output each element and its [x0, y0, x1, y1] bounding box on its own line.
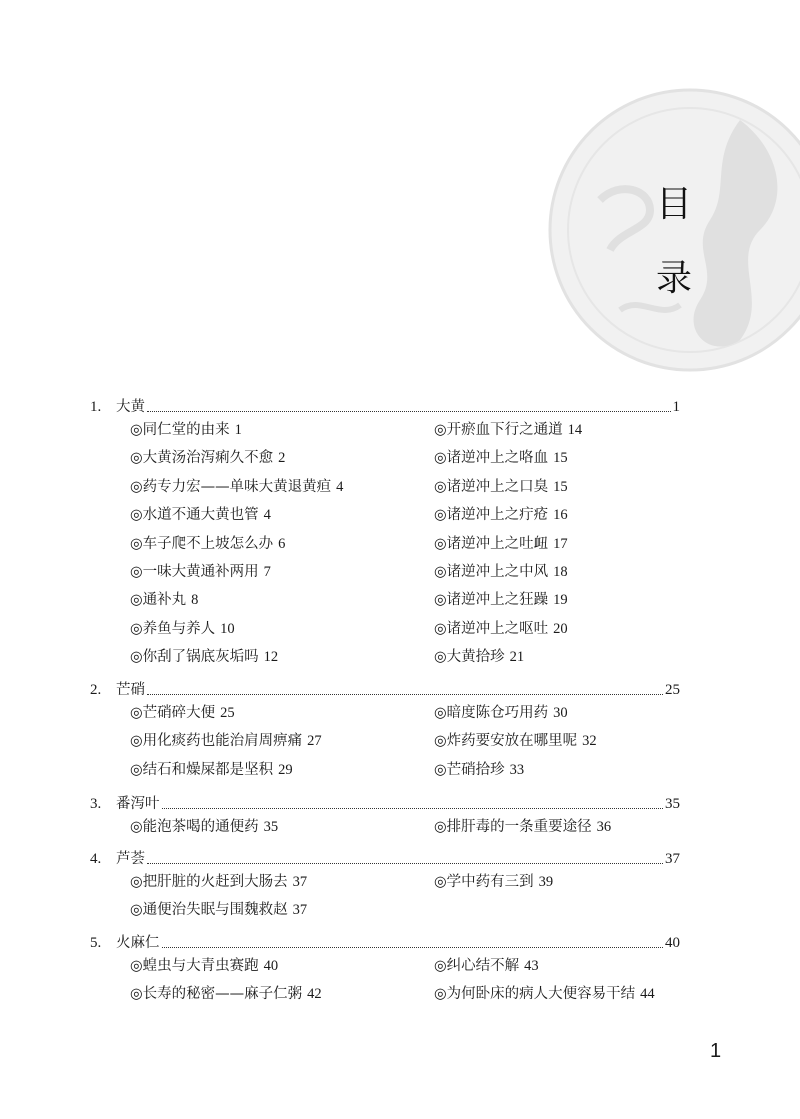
section-number: 3.	[90, 796, 102, 812]
entry-page: 19	[553, 592, 568, 609]
entry-page: 16	[553, 507, 568, 524]
entry-title: ◎诸逆冲上之咯血	[434, 450, 549, 467]
section-title: 番泻叶	[116, 796, 160, 812]
dot-leader	[162, 947, 664, 948]
entry-title: ◎学中药有三到	[434, 874, 534, 890]
entry-page: 17	[553, 535, 568, 552]
entry-title: ◎结石和燥屎都是坚积	[130, 761, 274, 778]
entry-title: ◎同仁堂的由来	[130, 422, 230, 438]
toc-entry[interactable]	[130, 615, 434, 643]
toc-entry[interactable]	[130, 699, 434, 727]
section-title: 大黄	[116, 399, 145, 415]
entry-page: 15	[553, 450, 568, 467]
toc-entry[interactable]	[434, 727, 680, 755]
entry-page: 32	[582, 733, 597, 750]
toc-entry[interactable]	[130, 530, 434, 558]
toc-section	[90, 396, 680, 672]
toc-entry[interactable]	[434, 980, 680, 1008]
toc-entry[interactable]	[130, 444, 434, 472]
section-title: 火麻仁	[116, 935, 160, 951]
toc-entry[interactable]	[130, 813, 434, 841]
dot-leader	[162, 808, 664, 809]
entry-title: ◎炸药要安放在哪里呢	[434, 733, 578, 750]
toc-entry[interactable]	[434, 699, 680, 727]
toc-entry[interactable]	[434, 615, 680, 643]
section-title: 芒硝	[116, 682, 145, 698]
entry-title: ◎一味大黄通补两用	[130, 563, 259, 580]
entry-title: ◎纠心结不解	[434, 958, 520, 974]
entry-page: 25	[220, 705, 235, 721]
entry-title: ◎诸逆冲上之狂躁	[434, 592, 549, 609]
entry-title: ◎大黄拾珍	[434, 649, 505, 666]
toc-entry[interactable]	[434, 530, 680, 558]
entry-page: 27	[307, 733, 322, 750]
toc-entry[interactable]	[130, 416, 434, 444]
toc-entry[interactable]	[130, 586, 434, 614]
entry-title: ◎你刮了锅底灰垢吗	[130, 649, 259, 666]
title-char-mu: 目	[656, 184, 693, 225]
toc-entry[interactable]	[434, 558, 680, 586]
toc-entry[interactable]	[434, 473, 680, 501]
toc-entry[interactable]	[434, 501, 680, 529]
entry-page: 29	[278, 761, 293, 778]
dot-leader	[147, 411, 671, 412]
toc-entry[interactable]	[434, 952, 680, 980]
toc-entry[interactable]	[130, 501, 434, 529]
section-title: 芦荟	[116, 851, 145, 867]
entry-page: 39	[538, 874, 554, 890]
toc-entry[interactable]	[130, 727, 434, 755]
section-page: 1	[672, 399, 680, 415]
entry-page: 4	[263, 507, 271, 524]
entry-page: 8	[191, 592, 199, 609]
dot-leader	[147, 863, 663, 864]
entry-title: ◎通便治失眠与围魏救赵	[130, 902, 288, 919]
entry-page: 14	[567, 422, 583, 438]
section-number: 4.	[90, 851, 102, 867]
section-page: 40	[665, 935, 680, 951]
entry-title: ◎水道不通大黄也管	[130, 507, 259, 524]
entry-title: ◎诸逆冲上之吐衄	[434, 535, 549, 552]
toc-entry[interactable]	[130, 558, 434, 586]
entry-page: 18	[553, 563, 568, 580]
entry-title: ◎大黄汤治泻痢久不愈	[130, 450, 274, 467]
entry-page: 10	[220, 620, 235, 637]
entry-title: ◎用化痰药也能治肩周痹痛	[130, 733, 303, 750]
entry-title: ◎蝗虫与大青虫赛跑	[130, 958, 259, 974]
entry-title: ◎养鱼与养人	[130, 620, 216, 637]
entry-page: 4	[336, 478, 344, 495]
toc-section-heading[interactable]	[90, 793, 680, 813]
entry-title: ◎为何卧床的病人大便容易干结	[434, 986, 636, 1003]
toc-entry[interactable]	[434, 444, 680, 472]
entry-page: 43	[524, 958, 539, 974]
entry-page: 30	[553, 705, 568, 721]
toc-entry[interactable]	[130, 868, 434, 896]
entry-page: 2	[278, 450, 286, 467]
entry-page: 7	[263, 563, 271, 580]
entry-title: ◎车子爬不上坡怎么办	[130, 535, 274, 552]
entry-title: ◎把肝脏的火赶到大肠去	[130, 874, 288, 890]
entry-page: 20	[553, 620, 568, 637]
entry-title: ◎诸逆冲上之疔疮	[434, 507, 549, 524]
entry-page: 21	[509, 649, 525, 666]
toc-entry[interactable]	[130, 896, 434, 924]
entry-title: ◎排肝毒的一条重要途径	[434, 819, 592, 835]
dragon-medallion-decoration	[540, 80, 800, 380]
toc-entry[interactable]	[434, 868, 680, 896]
entry-page: 37	[292, 874, 308, 890]
toc-section	[90, 679, 680, 784]
entry-title: ◎芒硝拾珍	[434, 761, 505, 778]
entry-page: 40	[263, 958, 279, 974]
toc-section-heading[interactable]	[90, 932, 680, 952]
entry-title: ◎通补丸	[130, 592, 187, 609]
entry-page: 6	[278, 535, 286, 552]
section-page: 35	[665, 796, 680, 812]
entry-page: 33	[509, 761, 525, 778]
section-page: 37	[665, 851, 680, 867]
title-char-lu: 录	[656, 258, 693, 299]
dot-leader	[147, 694, 663, 695]
toc-entry[interactable]	[130, 980, 434, 1008]
entry-title: ◎能泡茶喝的通便药	[130, 819, 259, 835]
entry-title: ◎开瘀血下行之通道	[434, 422, 563, 438]
entry-page: 36	[596, 819, 612, 835]
entry-title: ◎芒硝碎大便	[130, 705, 216, 721]
toc-entry[interactable]	[434, 813, 680, 841]
toc-section	[90, 848, 680, 925]
toc-entry[interactable]	[130, 756, 434, 784]
entry-page: 15	[553, 478, 568, 495]
section-page: 25	[665, 682, 680, 698]
toc-entry[interactable]	[130, 473, 434, 501]
entry-title: ◎诸逆冲上之中风	[434, 563, 549, 580]
entry-page: 37	[292, 902, 308, 919]
toc-section-heading[interactable]	[90, 396, 680, 416]
entry-title: ◎暗度陈仓巧用药	[434, 705, 549, 721]
section-number: 1.	[90, 399, 102, 415]
toc-section-heading[interactable]	[90, 848, 680, 868]
entry-title: ◎诸逆冲上之口臭	[434, 478, 549, 495]
toc-entry[interactable]	[434, 586, 680, 614]
entry-title: ◎药专力宏——单味大黄退黄疸	[130, 478, 332, 495]
toc-section-heading[interactable]	[90, 679, 680, 699]
entry-title: ◎长寿的秘密——麻子仁粥	[130, 986, 303, 1003]
toc-entry[interactable]	[434, 416, 680, 444]
toc-section	[90, 932, 680, 1009]
entry-page: 35	[263, 819, 279, 835]
section-number: 5.	[90, 935, 102, 951]
page-number: 1	[710, 1040, 722, 1062]
entry-page: 42	[307, 986, 322, 1003]
entry-title: ◎诸逆冲上之呕吐	[434, 620, 549, 637]
toc-entry[interactable]	[130, 952, 434, 980]
toc-entry[interactable]	[130, 643, 434, 671]
section-number: 2.	[90, 682, 102, 698]
entry-page: 1	[234, 422, 242, 438]
entry-page: 44	[640, 986, 655, 1003]
toc-entry[interactable]	[434, 643, 680, 671]
entry-page: 12	[263, 649, 279, 666]
toc-section	[90, 793, 680, 841]
toc-entry[interactable]	[434, 756, 680, 784]
